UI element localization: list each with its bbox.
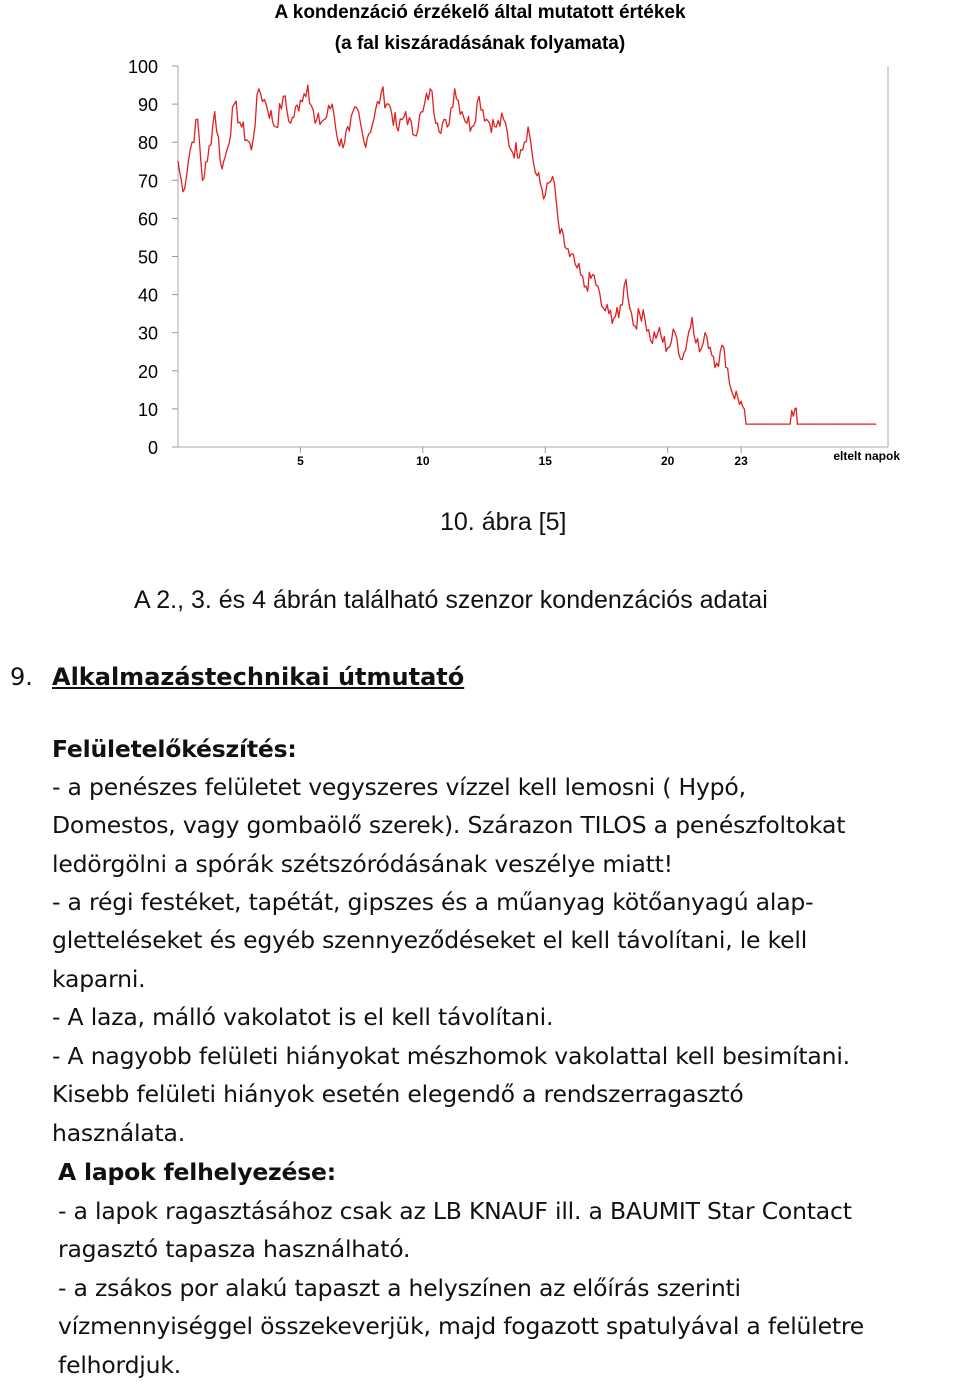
data-point: [797, 424, 798, 425]
data-point: [398, 130, 399, 131]
body-line: ragasztó tapasza használható.: [58, 1235, 411, 1263]
x-tick-label: 5: [297, 454, 304, 468]
body-line: - a régi festéket, tapétát, gipszes és a műanyag kötőanyagú alap-: [52, 888, 814, 916]
data-point: [283, 96, 284, 97]
figure-caption: 10. ábra [5]: [440, 508, 567, 536]
data-point: [699, 351, 700, 352]
body-line: felhordjuk.: [58, 1351, 181, 1379]
data-point: [388, 104, 389, 105]
condensation-chart: [0, 0, 960, 480]
data-point: [315, 123, 316, 124]
data-point: [559, 233, 560, 234]
body-line: Kisebb felületi hiányok esetén elegendő a rendszerragasztó: [52, 1080, 744, 1108]
data-point: [731, 389, 732, 390]
data-point: [422, 111, 423, 112]
series-line: [178, 85, 876, 424]
data-point: [520, 149, 521, 150]
data-point: [667, 347, 668, 348]
body-line: vízmennyiséggel összekeverjük, majd fogazott spatulyával a felületre: [58, 1312, 865, 1340]
data-point: [258, 88, 259, 89]
data-point: [584, 286, 585, 287]
data-point: [601, 305, 602, 306]
data-point: [569, 256, 570, 257]
x-tick-label: 15: [538, 454, 552, 468]
data-point: [576, 267, 577, 268]
body-line: - A laza, málló vakolatot is el kell távolítani.: [52, 1003, 554, 1031]
data-point: [241, 126, 242, 127]
data-point: [552, 176, 553, 177]
data-point: [643, 309, 644, 310]
data-point: [177, 161, 178, 162]
data-point: [674, 332, 675, 333]
chart-title: A kondenzáció érzékelő által mutatott értékek: [274, 2, 686, 23]
data-point: [447, 126, 448, 127]
data-point: [412, 134, 413, 135]
section-title: Alkalmazástechnikai útmutató: [52, 663, 465, 691]
x-tick-label: 23: [734, 454, 748, 468]
body-line: kaparni.: [52, 965, 146, 993]
data-point: [363, 142, 364, 143]
data-point: [618, 317, 619, 318]
data-point: [207, 161, 208, 162]
data-point: [650, 340, 651, 341]
data-point: [657, 332, 658, 333]
data-point: [332, 104, 333, 105]
data-point: [503, 119, 504, 120]
y-tick-label: 50: [137, 247, 158, 268]
chart-subtitle: (a fal kiszáradásának folyamata): [334, 33, 626, 54]
data-point: [594, 275, 595, 276]
data-point: [461, 111, 462, 112]
data-point: [356, 107, 357, 108]
data-point: [753, 424, 754, 425]
data-point: [197, 119, 198, 120]
y-tick-label: 90: [137, 95, 158, 116]
data-point: [723, 347, 724, 348]
data-point: [692, 317, 693, 318]
data-point: [290, 123, 291, 124]
data-point: [381, 92, 382, 93]
y-tick-label: 0: [147, 438, 158, 458]
data-point: [349, 130, 350, 131]
data-point: [471, 126, 472, 127]
data-point: [190, 149, 191, 150]
data-point: [789, 424, 790, 425]
data-point: [875, 424, 876, 425]
y-tick-label: 70: [137, 171, 158, 192]
data-point: [745, 424, 746, 425]
data-point: [496, 126, 497, 127]
data-point: [182, 191, 183, 192]
data-point: [765, 424, 766, 425]
data-point: [741, 401, 742, 402]
heading-surface-prep: Felületelőkészítés:: [52, 735, 297, 763]
body-line: gletteléseket és egyéb szennyeződéseket el kell távolítani, le kell: [52, 926, 808, 954]
data-point: [706, 336, 707, 337]
body-line: Domestos, vagy gombaölő szerek). Szárazon TILOS a penészfoltokat: [52, 811, 846, 839]
data-point: [545, 195, 546, 196]
data-point: [486, 119, 487, 120]
data-point: [479, 96, 480, 97]
y-tick-label: 20: [137, 361, 158, 382]
data-point: [802, 424, 803, 425]
x-tick-label: 20: [660, 454, 675, 468]
data-point: [307, 84, 308, 85]
figure-subcaption: A 2., 3. és 4 ábrán található szenzor kondenzációs adatai: [134, 586, 768, 614]
data-point: [682, 359, 683, 360]
data-point: [324, 119, 325, 120]
heading-placing-boards: A lapok felhelyezése:: [58, 1158, 336, 1186]
data-point: [608, 313, 609, 314]
data-point: [437, 123, 438, 124]
x-tick-label: 10: [416, 454, 430, 468]
data-point: [528, 126, 529, 127]
y-tick-label: 10: [137, 399, 158, 420]
data-point: [221, 168, 222, 169]
data-point: [234, 104, 235, 105]
y-tick-label: 100: [127, 57, 158, 77]
data-point: [214, 111, 215, 112]
data-point: [405, 111, 406, 112]
data-point: [838, 424, 839, 425]
body-line: ledörgölni a spórák szétszóródásának veszélye miatt!: [52, 850, 673, 878]
section-number: 9.: [10, 663, 33, 691]
body-line: használata.: [52, 1119, 185, 1147]
data-point: [814, 424, 815, 425]
data-point: [266, 104, 267, 105]
data-point: [251, 149, 252, 150]
body-line: - a lapok ragasztásához csak az LB KNAUF ill. a BAUMIT Star Contact: [58, 1197, 852, 1225]
data-point: [510, 149, 511, 150]
y-tick-label: 40: [137, 285, 158, 306]
body-line: - a penészes felületet vegyszeres vízzel kell lemosni ( Hypó,: [52, 773, 746, 801]
y-tick-label: 60: [137, 209, 158, 230]
data-point: [275, 126, 276, 127]
body-line: - a zsákos por alakú tapaszt a helyszínen az előírás szerinti: [58, 1274, 741, 1302]
body-line: - A nagyobb felületi hiányokat mészhomok vakolattal kell besimítani.: [52, 1042, 850, 1070]
y-tick-label: 80: [137, 133, 158, 154]
data-point: [716, 363, 717, 364]
data-point: [794, 408, 795, 409]
data-point: [430, 88, 431, 89]
data-point: [300, 100, 301, 101]
data-point: [535, 172, 536, 173]
data-point: [202, 180, 203, 181]
y-tick-label: 30: [137, 323, 158, 344]
data-point: [625, 279, 626, 280]
data-point: [339, 145, 340, 146]
data-point: [226, 149, 227, 150]
data-point: [633, 324, 634, 325]
x-axis-label: eltelt napok: [833, 449, 900, 463]
data-point: [373, 119, 374, 120]
data-point: [454, 88, 455, 89]
